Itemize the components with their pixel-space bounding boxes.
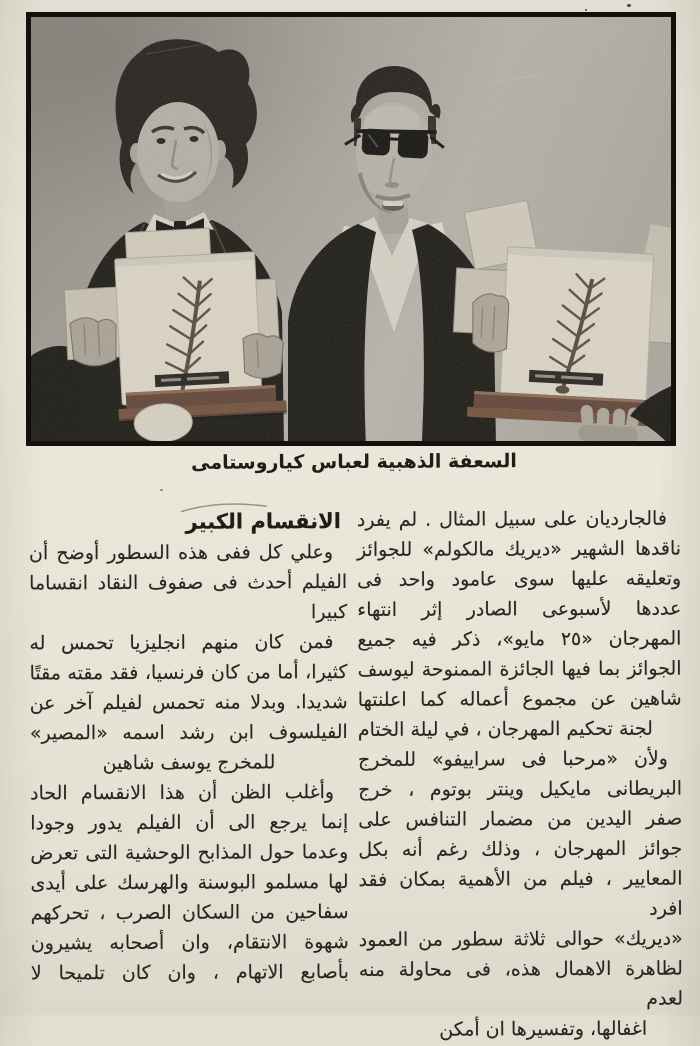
text-line: فمن كان منهم انجليزيا تحمس له bbox=[29, 631, 334, 655]
scan-speck bbox=[585, 9, 587, 11]
photo-frame bbox=[26, 12, 676, 446]
text-line: جوائز المهرجان ، وذلك رغم أنه بكل bbox=[358, 837, 683, 861]
text-line: لها مسلمو البوسنة والهرسك على أيدى bbox=[30, 871, 349, 895]
text-line: وتعليقه عليها سوى عامود واحد فى bbox=[357, 567, 682, 591]
column-right bbox=[357, 504, 683, 1045]
photo-caption: السعفة الذهبية لعباس كياروستامى bbox=[191, 450, 517, 474]
paragraph-division bbox=[29, 537, 347, 628]
scan-speck bbox=[627, 4, 631, 7]
text-line: شديدا. وبدلا منه تحمس لفيلم آخر عن bbox=[29, 691, 348, 715]
text-line: صفر اليدين من مضمار التنافس على bbox=[358, 807, 683, 831]
article-headline: الانقسام الكبير bbox=[185, 509, 341, 534]
text-line: لجنة تحكيم المهرجان ، في ليلة الختام bbox=[357, 717, 653, 741]
text-line: ولأن «مرحبا فى سراييفو» للمخرج bbox=[357, 747, 668, 771]
paragraph-guardian bbox=[357, 504, 682, 745]
scan-speck bbox=[160, 489, 163, 491]
text-line: وعلي كل ففى هذه السطور أوضح أن bbox=[28, 541, 334, 565]
text-line: ناقدها الشهير «ديريك مالكولم» للجوائز bbox=[356, 537, 682, 561]
text-line: شاهين عن مجموع أعماله كما اعلنتها bbox=[357, 687, 682, 711]
paragraph-bosnia bbox=[30, 777, 349, 988]
film-grain-dark bbox=[26, 12, 676, 446]
text-line: الفيلسوف ابن رشد اسمه «المصير» bbox=[29, 721, 348, 745]
article-body bbox=[29, 504, 683, 1046]
text-line: كثيرا، أما من كان فرنسيا، فقد مقته مقتًا bbox=[29, 661, 348, 685]
text-line: الفيلم أحدث فى صفوف النقاد انقساما bbox=[29, 571, 348, 595]
text-line: فالجارديان على سبيل المثال . لم يفرد bbox=[356, 507, 667, 531]
text-line: وأغلب الظن أن هذا الانقسام الحاد bbox=[30, 781, 335, 805]
text-line: الجوائز بما فيها الجائزة الممنوحة ليوسف bbox=[357, 657, 682, 681]
text-line: شهوة الانتقام، وان أصحابه يشيرون bbox=[30, 931, 349, 955]
scan-artifact-curve bbox=[179, 492, 269, 522]
paragraph-sarajevo bbox=[358, 744, 683, 1045]
text-line: عددها لأسبوعى الصادر إثر انتهاء bbox=[357, 597, 682, 621]
text-line: لظاهرة الاهمال هذه، فى محاولة منه لعدم bbox=[358, 957, 684, 1010]
text-line: «ديريك» حوالى ثلاثة سطور من العمود bbox=[358, 927, 683, 951]
text-line: سفاحين من السكان الصرب ، تحركهم bbox=[30, 901, 349, 925]
column-left bbox=[29, 505, 349, 1046]
text-line: البريطانى مايكيل وينتر بوتوم ، خرج bbox=[358, 777, 683, 801]
paragraph-critics bbox=[29, 627, 348, 778]
text-line: إنما يرجع الى أن الفيلم يدور وجودا bbox=[30, 811, 349, 835]
text-line: للمخرج يوسف شاهين bbox=[102, 751, 276, 775]
text-line: كبيرا bbox=[310, 601, 348, 624]
text-line: وعدما حول المذابح الوحشية التى تعرض bbox=[30, 841, 349, 865]
text-line: بأصابع الاتهام ، وان كان تلميحا لا bbox=[30, 961, 349, 985]
bw-photo-two-men-holding-palme-dor-plaques bbox=[26, 12, 676, 446]
text-line: المعايير ، فيلم من الأهمية بمكان فقد افرد bbox=[358, 867, 683, 920]
text-line: اغفالها، وتفسيرها ان أمكن bbox=[439, 1017, 648, 1041]
text-line: المهرجان «٢٥ مايو»، ذكر فيه جميع bbox=[357, 627, 682, 651]
